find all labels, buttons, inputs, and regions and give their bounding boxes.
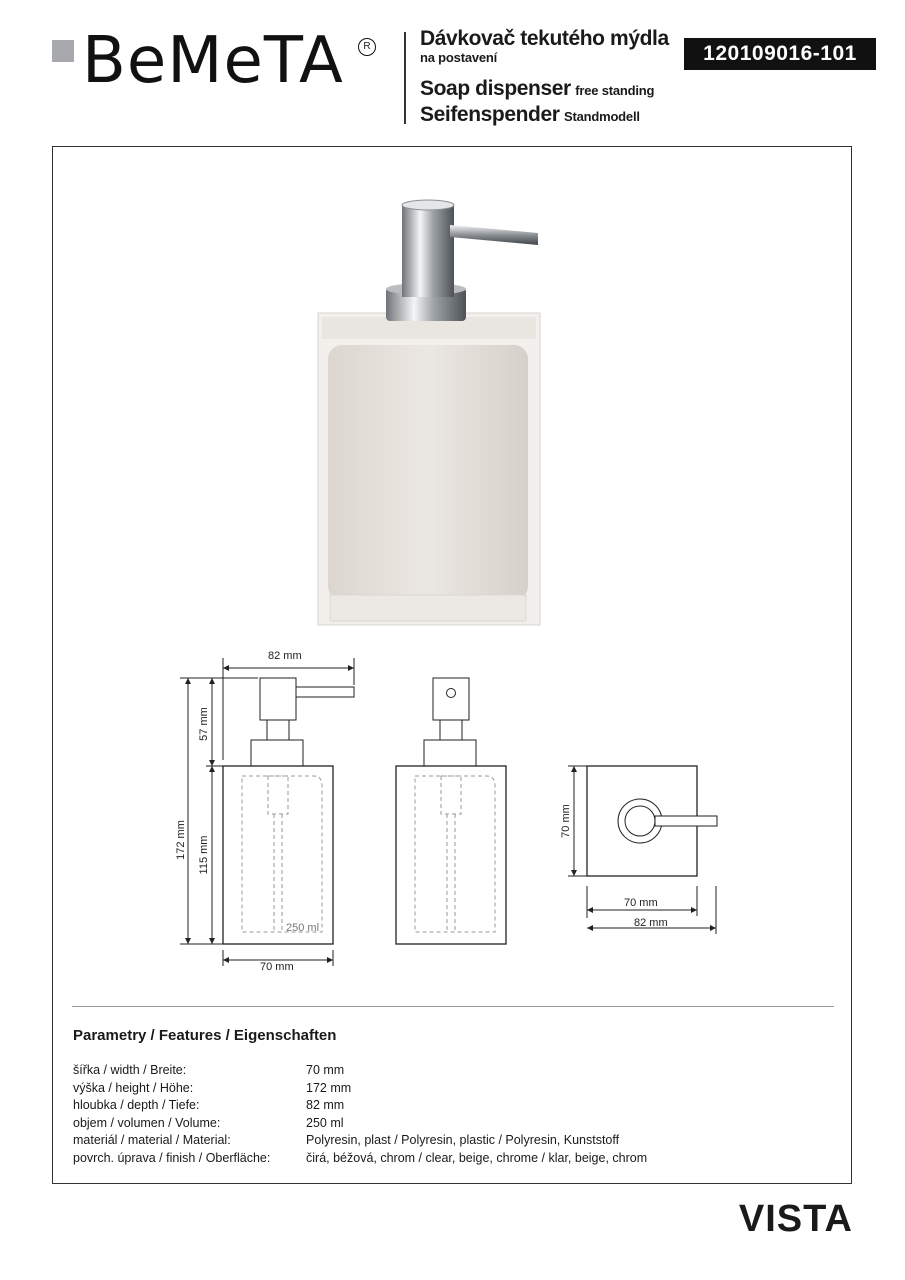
logo-mark: [52, 40, 74, 62]
dim-top-width: 70 mm: [624, 897, 658, 909]
feature-value: čirá, béžová, chrom / clear, beige, chrome / klar, beige, chrom: [306, 1150, 648, 1165]
title-cz: Dávkovač tekutého mýdla: [420, 27, 669, 50]
dim-width-bottom: 70 mm: [260, 961, 294, 973]
subtitle-en: free standing: [575, 83, 655, 98]
dim-volume: 250 ml: [286, 922, 320, 934]
registered-mark: R: [358, 38, 376, 56]
feature-value: Polyresin, plast / Polyresin, plastic / Polyresin, Kunststoff: [306, 1133, 620, 1148]
series-name: VISTA: [738, 1198, 853, 1240]
dim-height-total: 172 mm: [175, 820, 187, 860]
features-title: Parametry / Features / Eigenschaften: [73, 1027, 337, 1044]
dim-height-pump: 57 mm: [198, 707, 210, 741]
subtitle-cz: na postavení: [420, 50, 498, 65]
title-de: Seifenspender: [420, 103, 560, 126]
feature-label: hloubka / depth / Tiefe:: [73, 1098, 200, 1113]
feature-label: výška / height / Höhe:: [73, 1080, 194, 1095]
dim-height-body: 115 mm: [198, 835, 210, 875]
feature-label: objem / volumen / Volume:: [73, 1115, 221, 1130]
feature-label: šířka / width / Breite:: [73, 1063, 187, 1077]
dim-width-top: 82 mm: [268, 650, 302, 662]
feature-label: povrch. úprava / finish / Oberfläche:: [73, 1150, 271, 1165]
side-view-body: [396, 766, 506, 944]
section-divider: [72, 1006, 834, 1007]
brand-logo: BeMeTA: [82, 24, 344, 98]
header-divider: [404, 32, 406, 124]
feature-value: 250 ml: [306, 1115, 344, 1130]
subtitle-de: Standmodell: [563, 109, 640, 124]
dim-top-total: 82 mm: [634, 917, 668, 929]
technical-drawing: [150, 640, 750, 980]
product-code: 120109016-101: [684, 38, 876, 70]
feature-value: 172 mm: [306, 1080, 352, 1095]
front-view-body: [223, 766, 333, 944]
feature-label: materiál / material / Material:: [73, 1133, 231, 1148]
dim-top-depth: 70 mm: [560, 804, 572, 838]
product-image: [300, 195, 560, 635]
feature-value: 70 mm: [306, 1063, 345, 1077]
title-en: Soap dispenser: [420, 77, 571, 100]
feature-value: 82 mm: [306, 1098, 345, 1113]
